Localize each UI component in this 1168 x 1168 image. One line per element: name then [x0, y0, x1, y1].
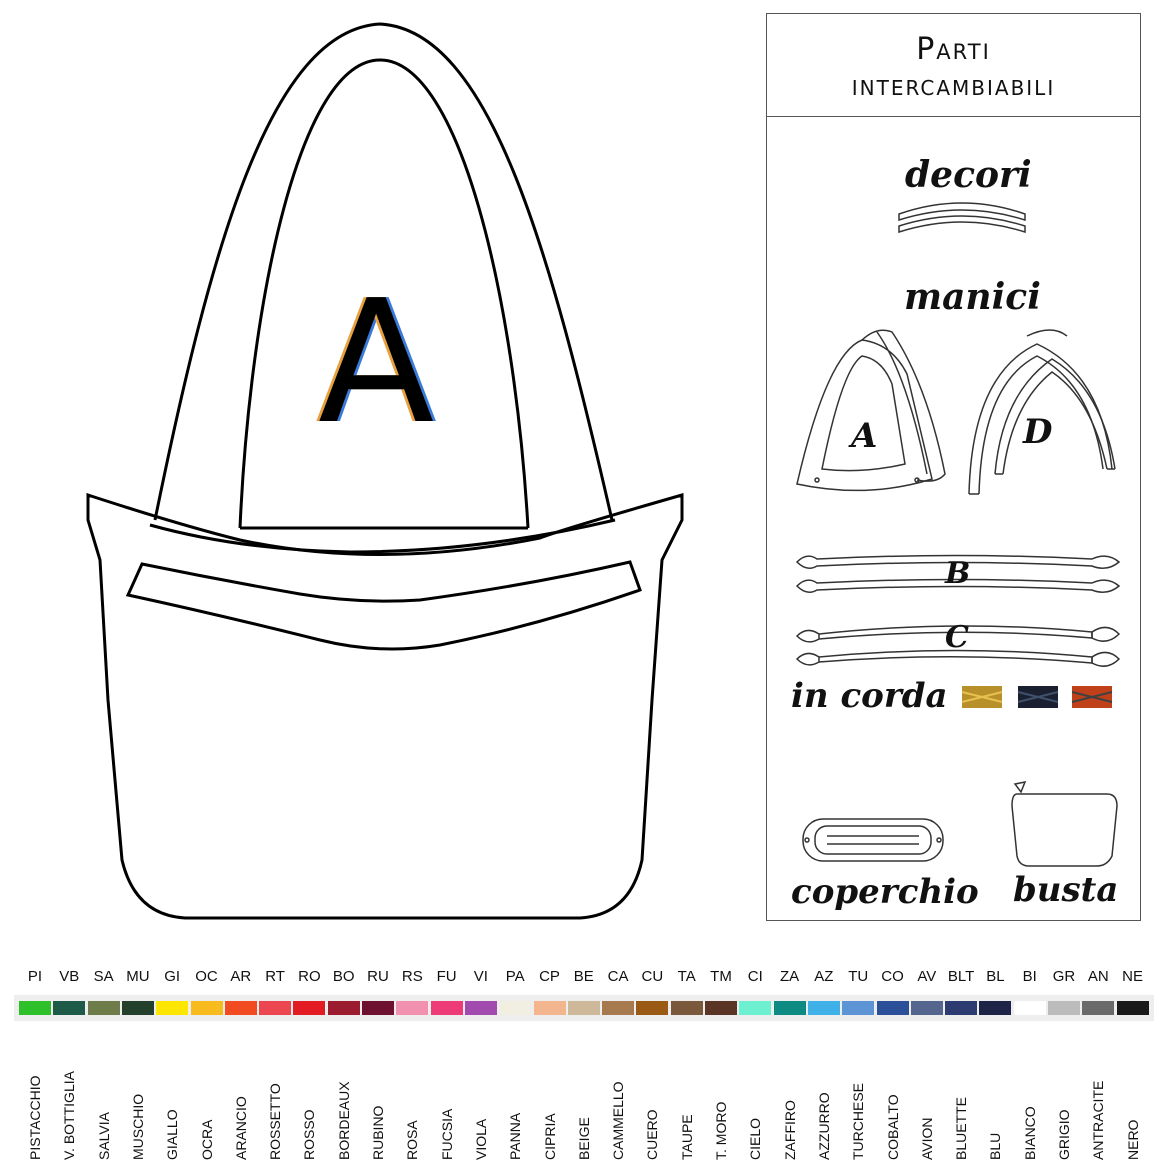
color-swatch[interactable]: [534, 1001, 566, 1015]
color-name: BIANCO: [1021, 1106, 1038, 1160]
color-swatch[interactable]: [465, 1001, 497, 1015]
color-code: BO: [332, 968, 355, 985]
color-code: ZA: [780, 968, 800, 985]
color-code: CP: [539, 968, 560, 985]
color-code: TU: [848, 968, 869, 985]
color-code: SA: [93, 968, 114, 985]
color-code: RU: [367, 968, 389, 985]
color-swatch[interactable]: [671, 1001, 703, 1015]
color-code: CO: [881, 968, 904, 985]
color-name: ANTRACITE: [1090, 1080, 1107, 1160]
in-corda-label: in corda: [791, 676, 948, 716]
color-code: CU: [641, 968, 664, 985]
color-swatch[interactable]: [328, 1001, 360, 1015]
color-name: PISTACCHIO: [27, 1075, 43, 1160]
color-name: GIALLO: [164, 1109, 181, 1160]
color-name: ROSSETTO: [267, 1083, 284, 1160]
color-name: FUCSIA: [438, 1108, 455, 1160]
color-swatch[interactable]: [88, 1001, 120, 1015]
color-name: BLU: [987, 1132, 1004, 1160]
color-code: GR: [1052, 968, 1076, 985]
color-code: VB: [59, 968, 80, 985]
color-swatch[interactable]: [396, 1001, 428, 1015]
color-code: NE: [1122, 968, 1144, 985]
color-code: RO: [298, 968, 321, 985]
handle-d-label: D: [1023, 412, 1053, 452]
color-name: AZZURRO: [815, 1092, 832, 1160]
color-name: PANNA: [507, 1112, 524, 1160]
coperchio-illustration: [803, 819, 943, 861]
parts-illustrations: [767, 14, 1142, 922]
color-code: PA: [505, 968, 525, 985]
color-name: ROSA: [404, 1120, 421, 1160]
color-name: GRIGIO: [1056, 1109, 1072, 1160]
color-name: COBALTO: [884, 1094, 901, 1160]
color-swatch[interactable]: [225, 1001, 257, 1015]
color-code: OC: [195, 968, 218, 985]
strap-c-label: C: [945, 620, 969, 655]
color-swatch[interactable]: [636, 1001, 668, 1015]
color-name: CUERO: [644, 1109, 661, 1160]
busta-label: busta: [1013, 870, 1119, 910]
color-code: BL: [986, 968, 1005, 985]
color-swatch[interactable]: [499, 1001, 531, 1015]
color-code: AR: [230, 968, 252, 985]
color-code: BLT: [947, 968, 975, 985]
color-code: CA: [607, 968, 629, 985]
color-swatch[interactable]: [191, 1001, 223, 1015]
color-code: CI: [747, 968, 763, 985]
handle-a-illustration: [797, 330, 945, 490]
color-name: BEIGE: [575, 1117, 592, 1160]
color-swatch[interactable]: [259, 1001, 291, 1015]
strap-b-label: B: [945, 556, 971, 591]
color-name: BLUETTE: [953, 1096, 970, 1160]
color-code: MU: [126, 968, 150, 985]
color-code: RT: [265, 968, 285, 985]
color-swatch[interactable]: [19, 1001, 51, 1015]
parts-panel: [766, 13, 1141, 921]
color-code: AZ: [814, 968, 834, 985]
color-name: CAMMELLO: [610, 1081, 627, 1160]
decori-illustration: [899, 203, 1025, 232]
panel-title-line1: Parti: [916, 32, 991, 67]
color-swatch[interactable]: [705, 1001, 737, 1015]
color-swatch[interactable]: [739, 1001, 771, 1015]
color-name: ARANCIO: [232, 1096, 249, 1160]
color-swatch[interactable]: [53, 1001, 85, 1015]
manici-label: manici: [904, 276, 1041, 318]
color-code: BI: [1022, 968, 1037, 985]
color-code: GI: [164, 968, 181, 985]
coperchio-label: coperchio: [791, 872, 979, 912]
color-swatch[interactable]: [602, 1001, 634, 1015]
color-swatch[interactable]: [122, 1001, 154, 1015]
color-name: ROSSO: [301, 1109, 318, 1160]
color-swatch[interactable]: [911, 1001, 943, 1015]
color-name: CIELO: [747, 1117, 764, 1160]
bag-handle-label: A: [318, 264, 435, 462]
color-code: AV: [917, 968, 937, 985]
color-code: FU: [436, 968, 457, 985]
color-name: ZAFFIRO: [781, 1100, 798, 1160]
color-swatch[interactable]: [1082, 1001, 1114, 1015]
color-name: NERO: [1124, 1119, 1141, 1160]
color-code: BE: [573, 968, 594, 985]
color-swatch[interactable]: [1117, 1001, 1149, 1015]
color-code: RS: [401, 968, 423, 985]
color-name: OCRA: [198, 1119, 215, 1160]
panel-title-line2: intercambiabili: [851, 69, 1056, 102]
color-name: VIOLA: [472, 1118, 489, 1160]
busta-illustration: [1012, 782, 1117, 866]
color-name: RUBINO: [370, 1105, 386, 1160]
color-code: AN: [1087, 968, 1109, 985]
color-swatch[interactable]: [568, 1001, 600, 1015]
color-swatch[interactable]: [774, 1001, 806, 1015]
color-code: PI: [27, 968, 43, 985]
color-swatch[interactable]: [431, 1001, 463, 1015]
handle-a-label: A: [851, 416, 878, 456]
color-swatch[interactable]: [293, 1001, 325, 1015]
color-name: MUSCHIO: [129, 1093, 146, 1160]
color-name: V. BOTTIGLIA: [61, 1071, 78, 1160]
color-code-row: [0, 968, 1168, 990]
color-code: TM: [710, 968, 732, 985]
color-swatch[interactable]: [842, 1001, 874, 1015]
color-swatch[interactable]: [1014, 1001, 1046, 1015]
color-name: SALVIA: [95, 1112, 112, 1160]
color-swatch[interactable]: [979, 1001, 1011, 1015]
color-swatch[interactable]: [808, 1001, 840, 1015]
color-name: BORDEAUX: [335, 1081, 352, 1160]
color-code: VI: [473, 968, 488, 985]
color-name: CIPRIA: [541, 1113, 558, 1160]
bag-pocket: [128, 562, 640, 649]
decori-label: decori: [905, 154, 1032, 196]
color-swatch[interactable]: [156, 1001, 188, 1015]
color-swatch[interactable]: [945, 1001, 977, 1015]
color-code: TA: [677, 968, 696, 985]
bag-body: [88, 495, 682, 918]
color-name: AVION: [918, 1117, 935, 1160]
color-swatch[interactable]: [1048, 1001, 1080, 1015]
color-name: TURCHESE: [850, 1082, 867, 1160]
color-name: T. MORO: [713, 1101, 729, 1160]
color-swatch[interactable]: [877, 1001, 909, 1015]
color-swatch[interactable]: [362, 1001, 394, 1015]
color-name: TAUPE: [678, 1114, 695, 1160]
